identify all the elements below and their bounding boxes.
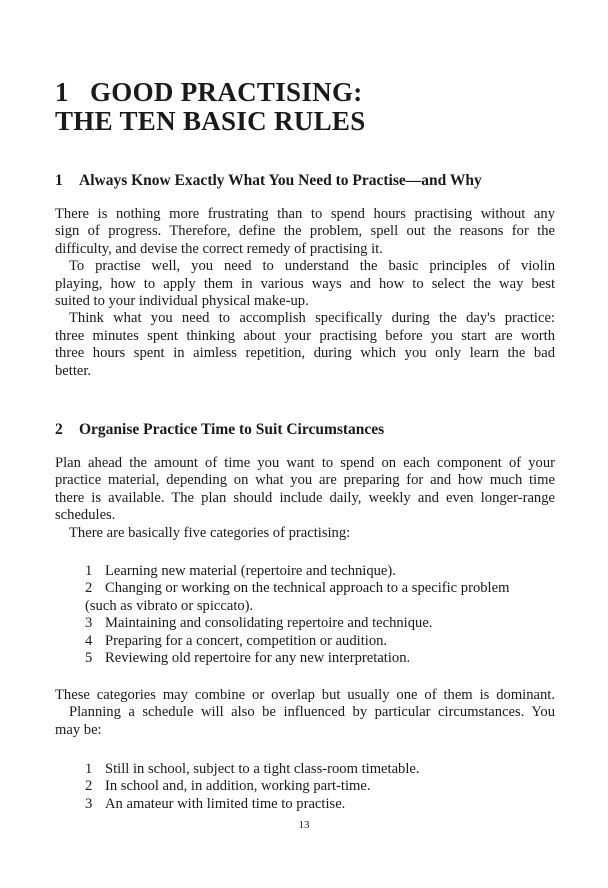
list-item-text: Learning new material (repertoire and technique). — [105, 563, 396, 579]
section-1-line: three hours spent in aimless repetition, during which you only learn the bad — [55, 345, 555, 362]
page-number: 13 — [298, 819, 310, 831]
section-1-line: difficulty, and devise the correct remedy of practising it. — [55, 240, 383, 257]
categories-list — [55, 563, 555, 667]
list-item-number: 3 — [85, 615, 93, 632]
section-1-line: better. — [55, 362, 92, 379]
section-2-line: schedules. — [55, 507, 116, 524]
list-item — [55, 796, 555, 813]
section-2-number: 2 — [55, 421, 63, 438]
list-item-text: Still in school, subject to a tight class-room timetable. — [105, 761, 420, 777]
section-2-heading-text: Organise Practice Time to Suit Circumstances — [79, 421, 385, 438]
section-1-line: To practise well, you need to understand the basic principles of violin — [69, 258, 555, 275]
list-item — [55, 633, 555, 650]
chapter-title-text-1: GOOD PRACTISING: — [89, 77, 363, 107]
section-1-line: Think what you need to accomplish specifically during the day's practice: — [69, 310, 555, 327]
section-2-line: there is available. The plan should include daily, weekly and even longer-range — [55, 489, 555, 506]
section-1-line: playing, how to apply them in various ways and how to select the way best — [55, 275, 555, 292]
list-item — [55, 778, 555, 795]
list-item-text: Changing or working on the technical approach to a specific problem — [105, 580, 510, 597]
section-2-line: Plan ahead the amount of time you want to spend on each component of your — [55, 455, 555, 471]
list-item-number: 3 — [85, 795, 93, 812]
section-1-line: suited to your individual physical make-up. — [55, 292, 309, 309]
section-2-line: Planning a schedule will also be influenced by particular circumstances. You — [69, 704, 555, 721]
chapter-number: 1 — [55, 77, 69, 107]
list-item-text: Maintaining and consolidating repertoire and technique. — [105, 615, 433, 632]
list-item-number: 2 — [85, 580, 93, 597]
section-2-line: These categories may combine or overlap but usually one of them is dominant. — [55, 687, 555, 703]
list-item-continuation: (such as vibrato or spiccato). — [85, 597, 254, 614]
list-item — [55, 761, 555, 778]
circumstances-list — [55, 761, 555, 813]
list-item — [55, 563, 555, 580]
section-2-line: may be: — [55, 721, 102, 738]
list-item — [55, 580, 555, 597]
chapter-title — [55, 78, 575, 136]
list-item-text: Reviewing old repertoire for any new interpretation. — [105, 649, 411, 666]
list-item-text: In school and, in addition, working part-time. — [105, 778, 371, 795]
list-item-number: 1 — [85, 563, 93, 579]
list-item — [55, 615, 555, 632]
chapter-title-line-1 — [55, 78, 575, 107]
section-2-intro — [55, 455, 555, 542]
list-item-text: An amateur with limited time to practise. — [105, 795, 346, 812]
list-item-number: 5 — [85, 649, 93, 666]
section-1-line: sign of progress. Therefore, define the problem, spell out the reasons for the — [55, 223, 555, 240]
section-1-line: three minutes spent thinking about your practising before you start are worth — [55, 327, 555, 344]
section-1-line: There is nothing more frustrating than to spend hours practising without any — [55, 206, 555, 222]
chapter-title-line-2: THE TEN BASIC RULES — [55, 106, 366, 136]
list-item-text: Preparing for a concert, competition or audition. — [105, 632, 388, 649]
section-2-heading — [55, 420, 575, 440]
list-item — [55, 650, 555, 667]
section-2-line: practice material, depending on what you are preparing for and how much time — [55, 472, 555, 489]
section-2-line: There are basically five categories of practising: — [69, 524, 351, 541]
list-item-number: 1 — [85, 761, 93, 777]
list-item-number: 4 — [85, 632, 93, 649]
section-1-body — [55, 206, 555, 380]
section-1-number: 1 — [55, 172, 63, 189]
section-1-heading-text: Always Know Exactly What You Need to Practise—and Why — [79, 172, 482, 189]
list-item-number: 2 — [85, 778, 93, 795]
section-1-heading — [55, 171, 575, 191]
section-2-after — [55, 687, 555, 739]
